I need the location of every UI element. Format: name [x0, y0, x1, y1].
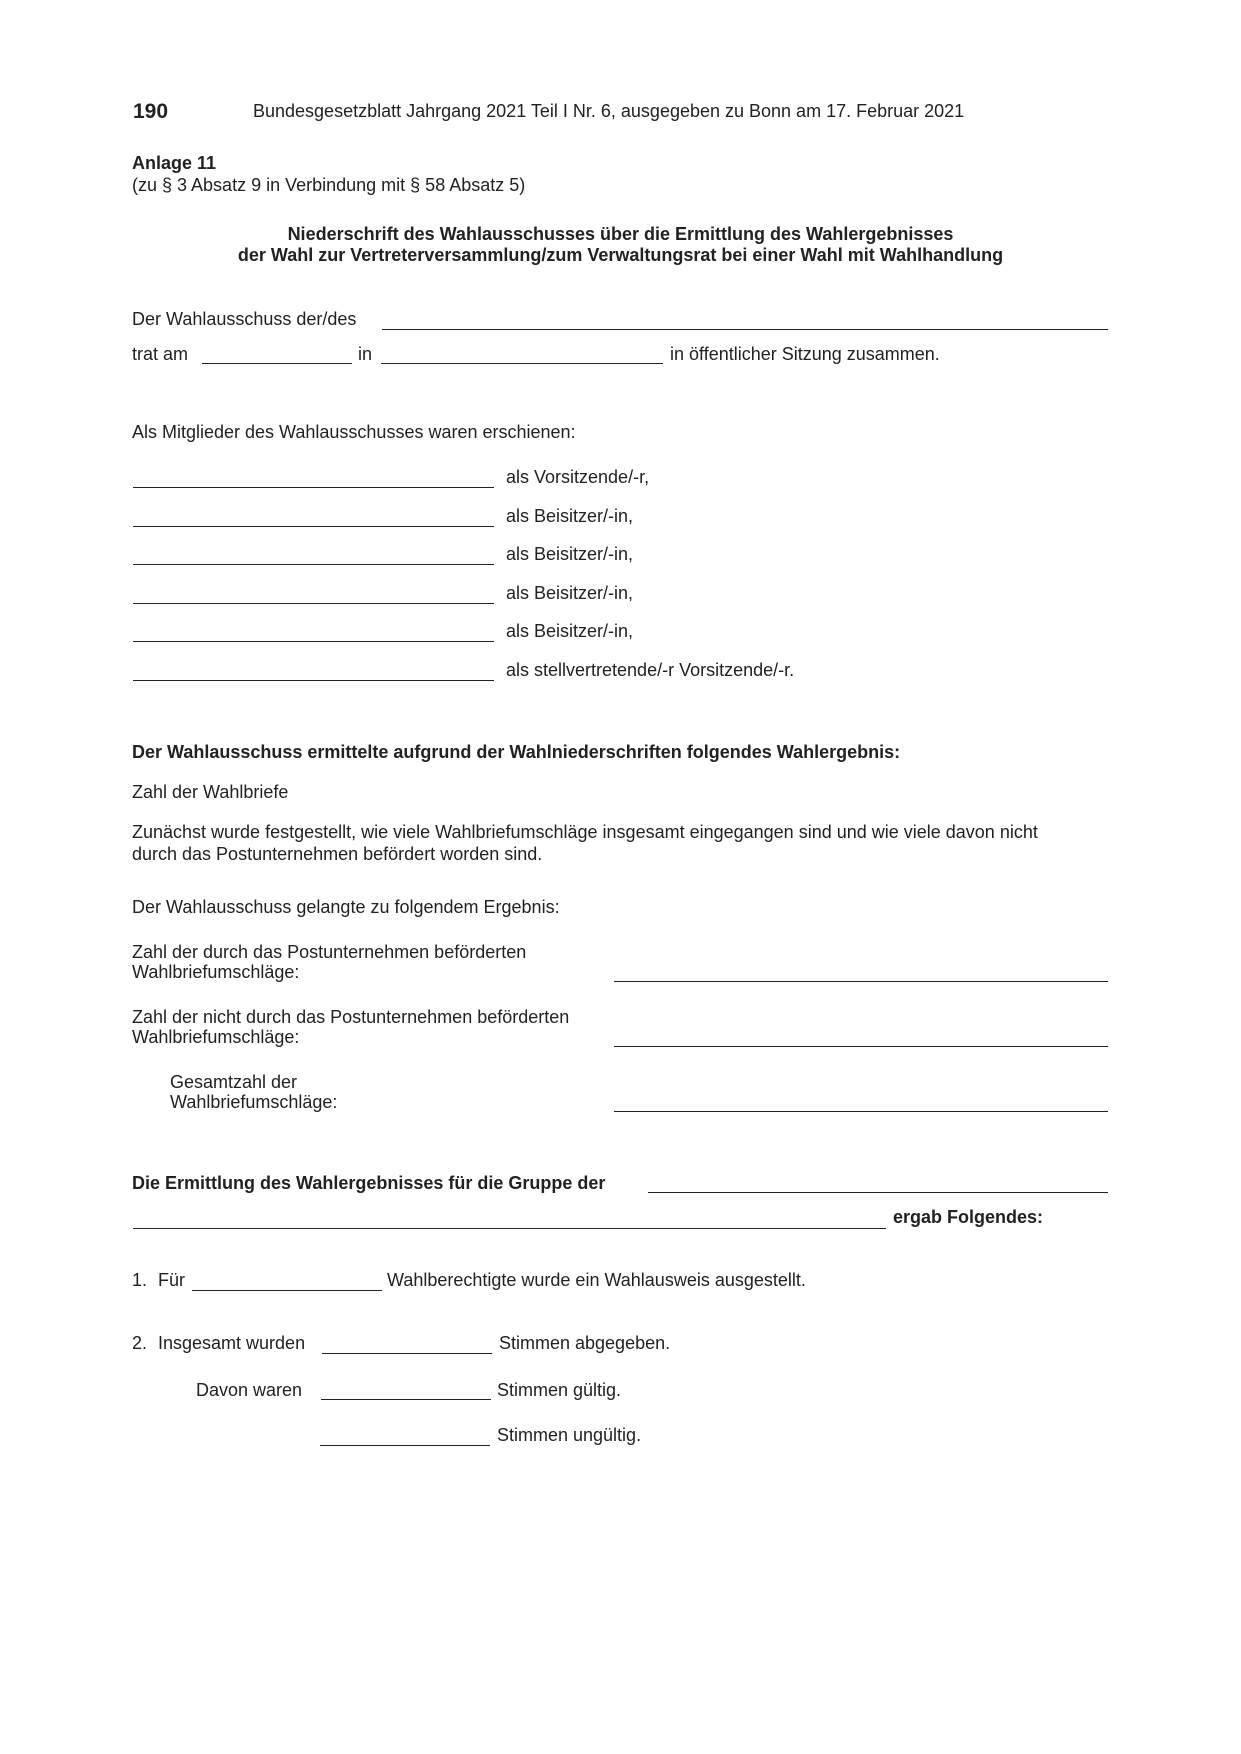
in-label: in	[358, 344, 373, 364]
assessor-1-name-field[interactable]	[133, 526, 494, 527]
public-session-label: in öffentlicher Sitzung zusammen.	[670, 344, 940, 364]
member-role: als Beisitzer/-in,	[506, 544, 634, 564]
valid-votes-suffix: Stimmen gültig.	[497, 1380, 622, 1400]
committee-name-field[interactable]	[382, 329, 1108, 330]
result-heading: Der Wahlausschuss ermittelte aufgrund der Wahlniederschriften folgendes Wahlergebnis:	[132, 742, 901, 762]
group-heading: Die Ermittlung des Wahlergebnisses für die Gruppe der	[132, 1173, 606, 1193]
ballot-letters-subheading: Zahl der Wahlbriefe	[132, 782, 289, 802]
page-number: 190	[133, 100, 169, 123]
member-role: als Beisitzer/-in,	[506, 621, 634, 641]
invalid-votes-field[interactable]	[320, 1445, 490, 1446]
postal-count-field[interactable]	[614, 981, 1108, 982]
total-count-label-line-1: Gesamtzahl der	[170, 1072, 298, 1092]
nonpostal-count-label-line-2: Wahlbriefumschläge:	[132, 1027, 300, 1047]
group-name-field[interactable]	[648, 1192, 1108, 1193]
member-role: als Beisitzer/-in,	[506, 583, 634, 603]
outcome-label: Der Wahlausschuss gelangte zu folgendem Ergebnis:	[132, 897, 560, 917]
total-count-field[interactable]	[614, 1111, 1108, 1112]
postal-count-label-line-2: Wahlbriefumschläge:	[132, 962, 300, 982]
invalid-votes-suffix: Stimmen ungültig.	[497, 1425, 642, 1445]
item-1-number: 1.	[132, 1270, 148, 1290]
met-on-label: trat am	[132, 344, 189, 364]
valid-votes-field[interactable]	[321, 1399, 491, 1400]
member-role: als Vorsitzende/-r,	[506, 467, 650, 487]
item-2-suffix: Stimmen abgegeben.	[499, 1333, 671, 1353]
nonpostal-count-field[interactable]	[614, 1046, 1108, 1047]
deputy-chair-name-field[interactable]	[133, 680, 494, 681]
eligible-voters-count-field[interactable]	[192, 1290, 382, 1291]
postal-count-label-line-1: Zahl der durch das Postunternehmen beförderten	[132, 942, 527, 962]
total-count-label-line-2: Wahlbriefumschläge:	[170, 1092, 338, 1112]
assessor-3-name-field[interactable]	[133, 603, 494, 604]
nonpostal-count-label-line-1: Zahl der nicht durch das Postunternehmen beförderten	[132, 1007, 570, 1027]
annex-title: Anlage 11	[132, 153, 217, 173]
determination-paragraph-line-2: durch das Postunternehmen befördert worden sind.	[132, 844, 543, 864]
meeting-place-field[interactable]	[381, 363, 663, 364]
document-title-line-2: der Wahl zur Vertreterversammlung/zum Verwaltungsrat bei einer Wahl mit Wahlhandlung	[237, 245, 1004, 265]
determination-paragraph-line-1: Zunächst wurde festgestellt, wie viele Wahlbriefumschläge insgesamt eingegangen sind und wie viele davon nicht	[132, 822, 1038, 842]
assessor-2-name-field[interactable]	[133, 564, 494, 565]
item-1-suffix: Wahlberechtigte wurde ein Wahlausweis ausgestellt.	[387, 1270, 806, 1290]
chair-name-field[interactable]	[133, 487, 494, 488]
valid-votes-prefix: Davon waren	[196, 1380, 303, 1400]
group-name-continuation-field[interactable]	[133, 1228, 886, 1229]
member-role: als stellvertretende/-r Vorsitzende/-r.	[506, 660, 795, 680]
result-suffix: ergab Folgendes:	[893, 1207, 1044, 1227]
member-role: als Beisitzer/-in,	[506, 506, 634, 526]
members-heading: Als Mitglieder des Wahlausschusses waren erschienen:	[132, 422, 576, 442]
assessor-4-name-field[interactable]	[133, 641, 494, 642]
annex-reference: (zu § 3 Absatz 9 in Verbindung mit § 58 Absatz 5)	[132, 175, 526, 195]
item-2-number: 2.	[132, 1333, 148, 1353]
votes-cast-field[interactable]	[322, 1353, 492, 1354]
gazette-header: Bundesgesetzblatt Jahrgang 2021 Teil I Nr. 6, ausgegeben zu Bonn am 17. Februar 2021	[253, 101, 965, 121]
meeting-date-field[interactable]	[202, 363, 352, 364]
item-1-prefix: Für	[158, 1270, 185, 1290]
committee-label: Der Wahlausschuss der/des	[132, 309, 357, 329]
item-2-prefix: Insgesamt wurden	[158, 1333, 306, 1353]
document-title-line-1: Niederschrift des Wahlausschusses über die Ermittlung des Wahlergebnisses	[287, 224, 954, 244]
